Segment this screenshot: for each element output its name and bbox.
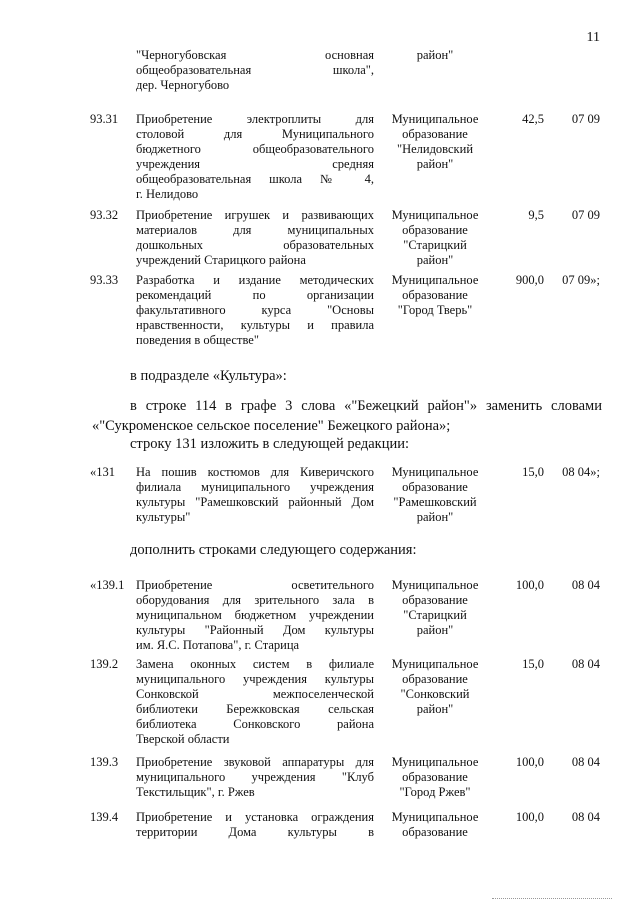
desc-line: столовой для Муниципального — [136, 127, 374, 141]
desc-line: филиала муниципального учреждения — [136, 480, 374, 494]
row-organization — [383, 755, 487, 800]
row-sum: 100,0 — [515, 755, 544, 769]
org-line: "Старицкий — [403, 608, 467, 622]
desc-line: учреждения средняя — [136, 157, 374, 171]
desc-line: культуры "Районный Дом культуры — [136, 623, 374, 637]
desc-line: Текстильщик", г. Ржев — [136, 785, 255, 799]
org-line: район" — [416, 702, 454, 716]
row-sum: 9,5 — [528, 208, 544, 222]
org-line: образование — [402, 672, 468, 686]
org-line: район" — [416, 253, 454, 267]
desc-line: культуры" — [136, 510, 191, 524]
row-sum: 100,0 — [515, 578, 544, 592]
culture-subsection-text: в подразделе «Культура»: — [130, 368, 287, 384]
row-description — [136, 657, 374, 747]
paragraph-line: «"Сукроменское сельское поселение" Бежецкого района»; — [92, 418, 451, 434]
row-description — [136, 112, 374, 202]
org-line: "Нелидовский — [396, 142, 474, 156]
row-sum: 900,0 — [515, 273, 544, 287]
org-line: Муниципальное — [391, 112, 479, 126]
row-code: 07 09 — [571, 112, 600, 126]
org-line: Муниципальное — [391, 273, 479, 287]
desc-line: На пошив костюмов для Киверичского — [136, 465, 374, 479]
row-number: 139.3 — [90, 755, 119, 769]
org-line: район" — [416, 510, 454, 524]
org-line: Муниципальное — [391, 810, 479, 824]
desc-line: культуры "Рамешковский районный Дом — [136, 495, 374, 509]
desc-line: г. Нелидово — [136, 187, 199, 201]
org-line: Муниципальное — [391, 755, 479, 769]
row-description — [136, 578, 374, 653]
row-code: 08 04 — [571, 578, 600, 592]
row-sum: 42,5 — [522, 112, 544, 126]
row-code: 08 04 — [571, 755, 600, 769]
row-code: 08 04 — [571, 810, 600, 824]
desc-line: материалов для муниципальных — [136, 223, 374, 237]
row-organization — [383, 657, 487, 717]
row-number: 93.32 — [90, 208, 119, 222]
desc-line: общеобразовательная школа", — [136, 63, 374, 77]
org-line: образование — [402, 480, 468, 494]
org-line: образование — [402, 770, 468, 784]
desc-line: Разработка и издание методических — [136, 273, 374, 287]
desc-line: бюджетного общеобразовательного — [136, 142, 374, 156]
add-rows-instruction: дополнить строками следующего содержания: — [130, 542, 417, 558]
desc-line: Тверской области — [136, 732, 230, 746]
org-line: район" — [416, 48, 454, 62]
desc-line: "Черногубовская основная — [136, 48, 374, 62]
org-line: Муниципальное — [391, 465, 479, 479]
desc-line: библиотека Сонковского района — [136, 717, 374, 731]
desc-line: территории Дома культуры в — [136, 825, 374, 839]
row-number: 139.2 — [90, 657, 119, 671]
row-description — [136, 810, 374, 840]
org-line: Муниципальное — [391, 578, 479, 592]
org-line: район" — [416, 157, 454, 171]
org-line: "Старицкий — [403, 238, 467, 252]
row-description — [136, 273, 374, 348]
row-sum: 100,0 — [515, 810, 544, 824]
desc-line: дер. Черногубово — [136, 78, 230, 92]
org-line: Муниципальное — [391, 657, 479, 671]
org-line: образование — [402, 593, 468, 607]
desc-line: дошкольных образовательных — [136, 238, 374, 252]
desc-line: факультативного курса "Основы — [136, 303, 374, 317]
row-sum: 15,0 — [522, 465, 544, 479]
desc-line: муниципальном бюджетном учреждении — [136, 608, 374, 622]
org-line: район" — [416, 623, 454, 637]
desc-line: Замена оконных систем в филиале — [136, 657, 374, 671]
desc-line: Приобретение игрушек и развивающих — [136, 208, 374, 222]
row-code: 08 04 — [571, 657, 600, 671]
org-line: образование — [402, 825, 468, 839]
desc-line: Приобретение электроплиты для — [136, 112, 374, 126]
page-number: 11 — [586, 30, 600, 45]
row-code: 08 04»; — [562, 465, 600, 479]
desc-line: им. Я.С. Потапова", г. Старица — [136, 638, 300, 652]
desc-line: муниципального учреждения "Клуб — [136, 770, 374, 784]
line-131-instruction: строку 131 изложить в следующей редакции: — [130, 436, 409, 452]
row-organization — [383, 208, 487, 268]
row-description — [136, 48, 374, 93]
org-line: образование — [402, 288, 468, 302]
desc-line: Приобретение осветительного — [136, 578, 374, 592]
org-line: "Сонковский — [400, 687, 470, 701]
desc-line: нравственности, культуры и правила — [136, 318, 374, 332]
desc-line: Приобретение и установка ограждения — [136, 810, 374, 824]
row-description — [136, 755, 374, 800]
row-number: «139.1 — [90, 578, 125, 592]
desc-line: рекомендаций по организации — [136, 288, 374, 302]
row-code: 07 09»; — [562, 273, 600, 287]
row-organization — [383, 112, 487, 172]
row-sum: 15,0 — [522, 657, 544, 671]
row-number: 139.4 — [90, 810, 119, 824]
row-organization — [383, 273, 487, 318]
row-description — [136, 208, 374, 268]
replace-instruction — [92, 396, 602, 436]
desc-line: учреждений Старицкого района — [136, 253, 306, 267]
desc-line: Сонковской межпоселенческой — [136, 687, 374, 701]
row-number: 93.31 — [90, 112, 119, 126]
row-organization — [383, 810, 487, 840]
row-code: 07 09 — [571, 208, 600, 222]
footer-divider — [492, 898, 612, 899]
desc-line: общеобразовательная школа № 4, — [136, 172, 374, 186]
org-line: образование — [402, 127, 468, 141]
row-organization — [383, 465, 487, 525]
desc-line: муниципального учреждения культуры — [136, 672, 374, 686]
org-line: "Город Тверь" — [397, 303, 473, 317]
row-description — [136, 465, 374, 525]
desc-line: Приобретение звуковой аппаратуры для — [136, 755, 374, 769]
row-number: 93.33 — [90, 273, 119, 287]
org-line: Муниципальное — [391, 208, 479, 222]
org-line: "Рамешковский — [393, 495, 477, 509]
paragraph-line: в строке 114 в графе 3 слова «"Бежецкий район"» заменить словами — [130, 398, 602, 414]
row-organization — [383, 48, 487, 63]
org-line: "Город Ржев" — [399, 785, 471, 799]
desc-line: поведения в обществе" — [136, 333, 259, 347]
org-line: образование — [402, 223, 468, 237]
row-organization — [383, 578, 487, 638]
desc-line: библиотеки Бережковская сельская — [136, 702, 374, 716]
row-number: «131 — [90, 465, 115, 479]
desc-line: оборудования для зрительного зала в — [136, 593, 374, 607]
